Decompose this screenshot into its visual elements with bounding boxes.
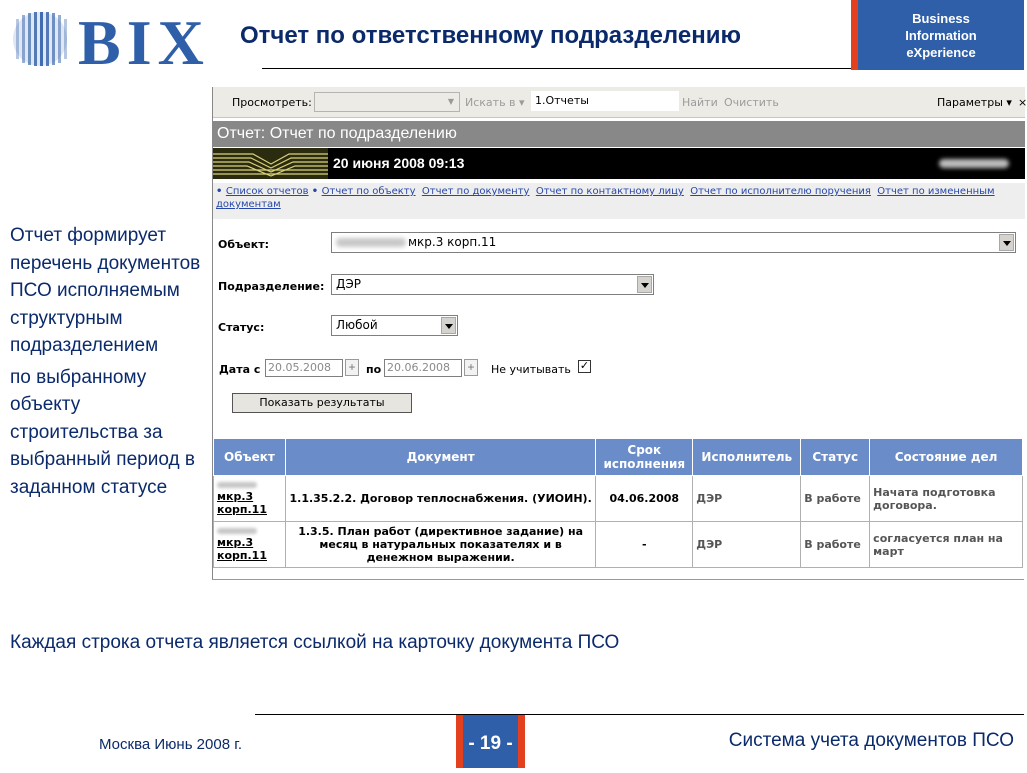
ignore-dates-label: Не учитывать [491, 363, 571, 376]
row-executor: ДЭР [693, 476, 801, 522]
date-to-picker-plus-icon[interactable]: + [464, 359, 478, 376]
search-input[interactable]: 1.Отчеты [531, 91, 679, 111]
logo-text: BIX [78, 7, 210, 78]
link-report-by-contact[interactable]: Отчет по контактному лицу [535, 186, 684, 197]
status-select-value: Любой [336, 318, 378, 332]
row-state: Начата подготовка договора. [870, 476, 1023, 522]
row-object-cell[interactable] [214, 476, 286, 522]
status-select[interactable] [331, 315, 458, 336]
object-name-blurred [217, 482, 257, 488]
object-name-blurred [217, 528, 257, 534]
division-select-value: ДЭР [336, 277, 361, 291]
footer-system-name: Система учета документов ПСО [728, 730, 1014, 751]
brand-accent-stripe [851, 0, 858, 70]
show-results-button[interactable]: Показать результаты [232, 393, 412, 413]
search-in-dropdown[interactable]: Искать в ▾ [465, 96, 525, 109]
header-decoration-graphic [213, 148, 328, 179]
brand-line-information: Information [905, 28, 977, 43]
ignore-dates-checkbox[interactable] [578, 360, 591, 373]
brand-line-experience: eXperience [906, 45, 976, 60]
slide-caption: Каждая строка отчета является ссылкой на карточку документа ПСО [10, 632, 620, 653]
chevron-down-icon [441, 317, 456, 334]
row-executor: ДЭР [693, 522, 801, 568]
date-from-label: Дата с [219, 363, 261, 376]
chevron-down-icon [999, 234, 1014, 251]
date-from-input[interactable]: 20.05.2008 [265, 359, 343, 377]
status-label: Статус: [218, 321, 265, 334]
date-to-input[interactable]: 20.06.2008 [384, 359, 462, 377]
description-part-2: по выбранному объекту строительства за выбранный период в заданном статусе [10, 366, 195, 498]
link-report-list[interactable]: Список отчетов [225, 186, 309, 197]
division-label: Подразделение: [218, 280, 325, 293]
brand-line-business: Business [912, 11, 970, 26]
close-icon[interactable]: × [1018, 96, 1027, 109]
table-row[interactable] [214, 522, 1023, 568]
row-state: согласуется план на март [870, 522, 1023, 568]
slide-description [10, 222, 206, 501]
col-header-object: Объект [214, 439, 286, 476]
row-document[interactable]: 1.1.35.2.2. Договор теплоснабжения. (УИОИН). [285, 476, 595, 522]
results-table [213, 438, 1023, 568]
row-document[interactable]: 1.3.5. План работ (директивное задание) на месяц в натуральных показателях и в денежном выражении. [285, 522, 595, 568]
row-status: В работе [801, 522, 870, 568]
row-object-cell[interactable] [214, 522, 286, 568]
chevron-down-icon [637, 276, 652, 293]
link-report-by-executor[interactable]: Отчет по исполнителю поручения [690, 186, 871, 197]
chevron-down-icon: ▼ [447, 97, 454, 106]
slide-title: Отчет по ответственному подразделению [240, 22, 741, 49]
col-header-document: Документ [285, 439, 595, 476]
col-header-deadline: Срок исполнения [596, 439, 693, 476]
row-deadline: 04.06.2008 [596, 476, 693, 522]
footer-location-date: Москва Июнь 2008 г. [99, 736, 243, 753]
find-link[interactable]: Найти [682, 96, 718, 109]
view-select[interactable] [314, 92, 460, 112]
report-date: 20 июня 2008 09:13 [333, 155, 465, 171]
page-number: - 19 - [463, 715, 518, 768]
col-header-executor: Исполнитель [693, 439, 801, 476]
object-name-blurred [336, 238, 406, 247]
clear-link[interactable]: Очистить [724, 96, 779, 109]
object-select-value: мкр.3 корп.11 [408, 235, 497, 249]
report-app-window [212, 87, 1027, 580]
bix-logo [10, 7, 215, 78]
col-header-state: Состояние дел [870, 439, 1023, 476]
date-to-label: по [366, 363, 382, 376]
link-report-by-object[interactable]: Отчет по объекту [321, 186, 416, 197]
row-status: В работе [801, 476, 870, 522]
view-label: Просмотреть: [232, 96, 312, 109]
brand-box [858, 0, 1024, 70]
report-links-nav: • Список отчетов • Отчет по объекту Отчет по документу Отчет по контактному лицу Отчет по исполнителю поручения Отчет по измененным документам [213, 183, 1025, 219]
user-name-blurred [939, 159, 1009, 168]
row-object-link[interactable]: мкр.3 корп.11 [217, 489, 267, 516]
report-header-band [213, 148, 1025, 179]
table-header-row [214, 439, 1023, 476]
object-label: Объект: [218, 238, 269, 251]
division-select[interactable] [331, 274, 654, 295]
report-title-bar: Отчет: Отчет по подразделению [213, 121, 1025, 147]
row-deadline: - [596, 522, 693, 568]
row-object-link[interactable]: мкр.3 корп.11 [217, 535, 267, 562]
object-select[interactable] [331, 232, 1016, 253]
footer-divider [255, 714, 1024, 715]
app-toolbar [213, 87, 1025, 118]
link-report-by-changed-docs[interactable]: Отчет по измененным документам [216, 186, 995, 210]
link-report-by-document[interactable]: Отчет по документу [421, 186, 530, 197]
description-part-1: Отчет формирует перечень документов ПСО исполняемым структурным подразделением [10, 225, 201, 356]
parameters-menu[interactable]: Параметры ▾ [937, 96, 1012, 109]
date-from-picker-plus-icon[interactable]: + [345, 359, 359, 376]
checkmark-icon: ✓ [579, 360, 590, 372]
col-header-status: Статус [801, 439, 870, 476]
table-row[interactable] [214, 476, 1023, 522]
